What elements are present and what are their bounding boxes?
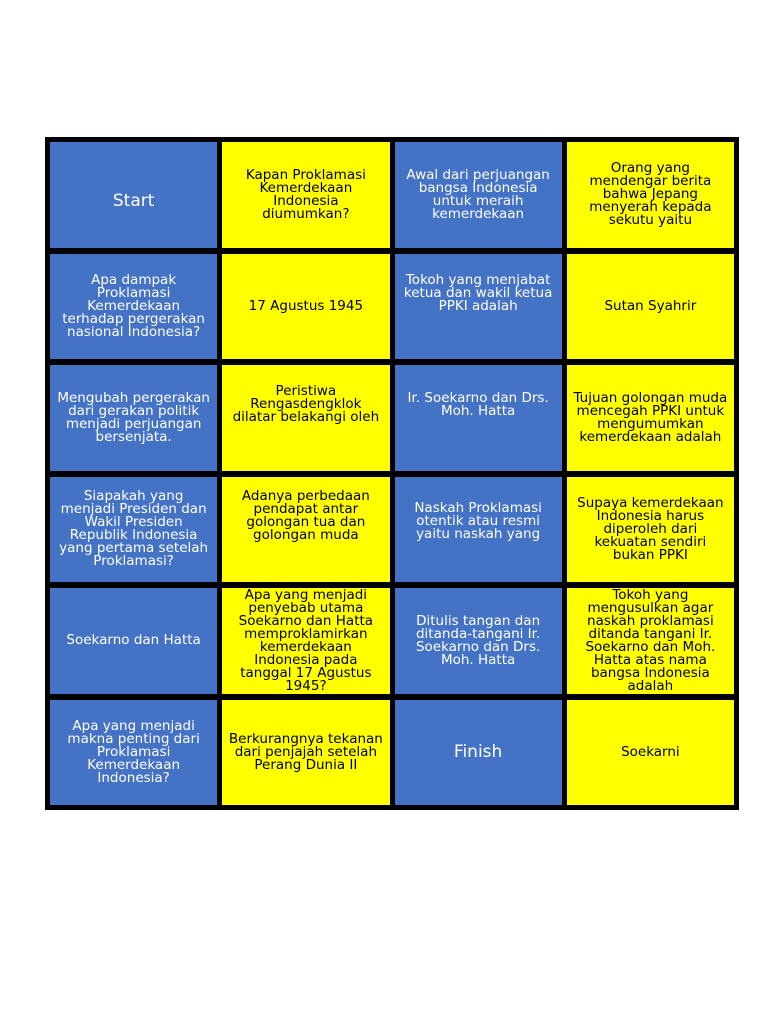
- answer-cell: [567, 477, 734, 583]
- answer-cell: [222, 254, 389, 360]
- start-cell: [50, 142, 217, 248]
- start-label: Start: [112, 190, 155, 211]
- question-text: Tokoh yang mengusulkan agar naskah proklamasi ditanda tangani Ir. Soekarno dan Moh. Hatta atas nama bangsa Indonesia adalah: [585, 586, 716, 694]
- answer-cell: [222, 477, 389, 583]
- answer-text: Berkurangnya tekanan dari penjajah setelah Perang Dunia II: [228, 730, 383, 773]
- answer-cell: [395, 365, 562, 471]
- question-cell: [567, 588, 734, 694]
- question-text: Peristiwa Rengasdengklok dilatar belakangi oleh: [232, 383, 380, 426]
- finish-label: Finish: [453, 742, 503, 763]
- answer-cell: [395, 588, 562, 694]
- answer-text: Sutan Syahrir: [604, 297, 697, 314]
- answer-cell: [567, 254, 734, 360]
- answer-text: Supaya kemerdekaan Indonesia harus diperoleh dari kekuatan sendiri bukan PPKI: [577, 494, 724, 563]
- question-cell: [567, 142, 734, 248]
- answer-text: Soekarno dan Hatta: [66, 632, 201, 649]
- question-text: Kapan Proklamasi Kemerdekaan Indonesia diumumkan?: [245, 166, 366, 222]
- question-cell: [50, 477, 217, 583]
- question-cell: [222, 365, 389, 471]
- question-text: Apa dampak Proklamasi Kemerdekaan terhadap pergerakan nasional Indonesia?: [62, 271, 205, 340]
- answer-text: 17 Agustus 1945: [248, 297, 364, 314]
- question-cell: [50, 254, 217, 360]
- answer-text: Ditulis tangan dan ditanda-tangani Ir. Soekarno dan Drs. Moh. Hatta: [415, 612, 541, 668]
- question-text: Naskah Proklamasi otentik atau resmi yaitu naskah yang: [414, 499, 542, 542]
- answer-cell: [50, 588, 217, 694]
- question-cell: [395, 477, 562, 583]
- question-cell: [222, 588, 389, 694]
- question-cell: [567, 365, 734, 471]
- answer-cell: [50, 365, 217, 471]
- question-text: Apa yang menjadi penyebab utama Soekarno dan Hatta memproklamirkan kemerdekaan Indonesia pada tanggal 17 Agustus 1945?: [238, 586, 374, 694]
- answer-cell: [222, 700, 389, 806]
- answer-text: Adanya perbedaan pendapat antar golongan tua dan golongan muda: [241, 488, 370, 544]
- question-text: Tujuan golongan muda mencegah PPKI untuk mengumumkan kemerdekaan adalah: [573, 389, 728, 445]
- answer-cell: [395, 142, 562, 248]
- answer-text: Mengubah pergerakan dari gerakan politik menjadi perjuangan bersenjata.: [57, 389, 210, 445]
- question-cell: [50, 700, 217, 806]
- answer-text: Ir. Soekarno dan Drs. Moh. Hatta: [407, 389, 549, 419]
- question-cell: [222, 142, 389, 248]
- question-text: Tokoh yang menjabat ketua dan wakil ketua PPKI adalah: [403, 271, 553, 314]
- answer-text: Soekarni: [621, 743, 680, 760]
- question-text: Siapakah yang menjadi Presiden dan Wakil Presiden Republik Indonesia yang pertama setelah Proklamasi?: [59, 488, 209, 570]
- domino-game-board: [45, 137, 739, 810]
- question-text: Orang yang mendengar berita bahwa Jepang menyerah kepada sekutu yaitu: [589, 160, 712, 229]
- question-text: Apa yang menjadi makna penting dari Proklamasi Kemerdekaan Indonesia?: [67, 717, 200, 786]
- answer-text: Awal dari perjuangan bangsa Indonesia untuk meraih kemerdekaan: [406, 166, 550, 222]
- answer-cell: [567, 700, 734, 806]
- question-cell: [395, 254, 562, 360]
- finish-cell: [395, 700, 562, 806]
